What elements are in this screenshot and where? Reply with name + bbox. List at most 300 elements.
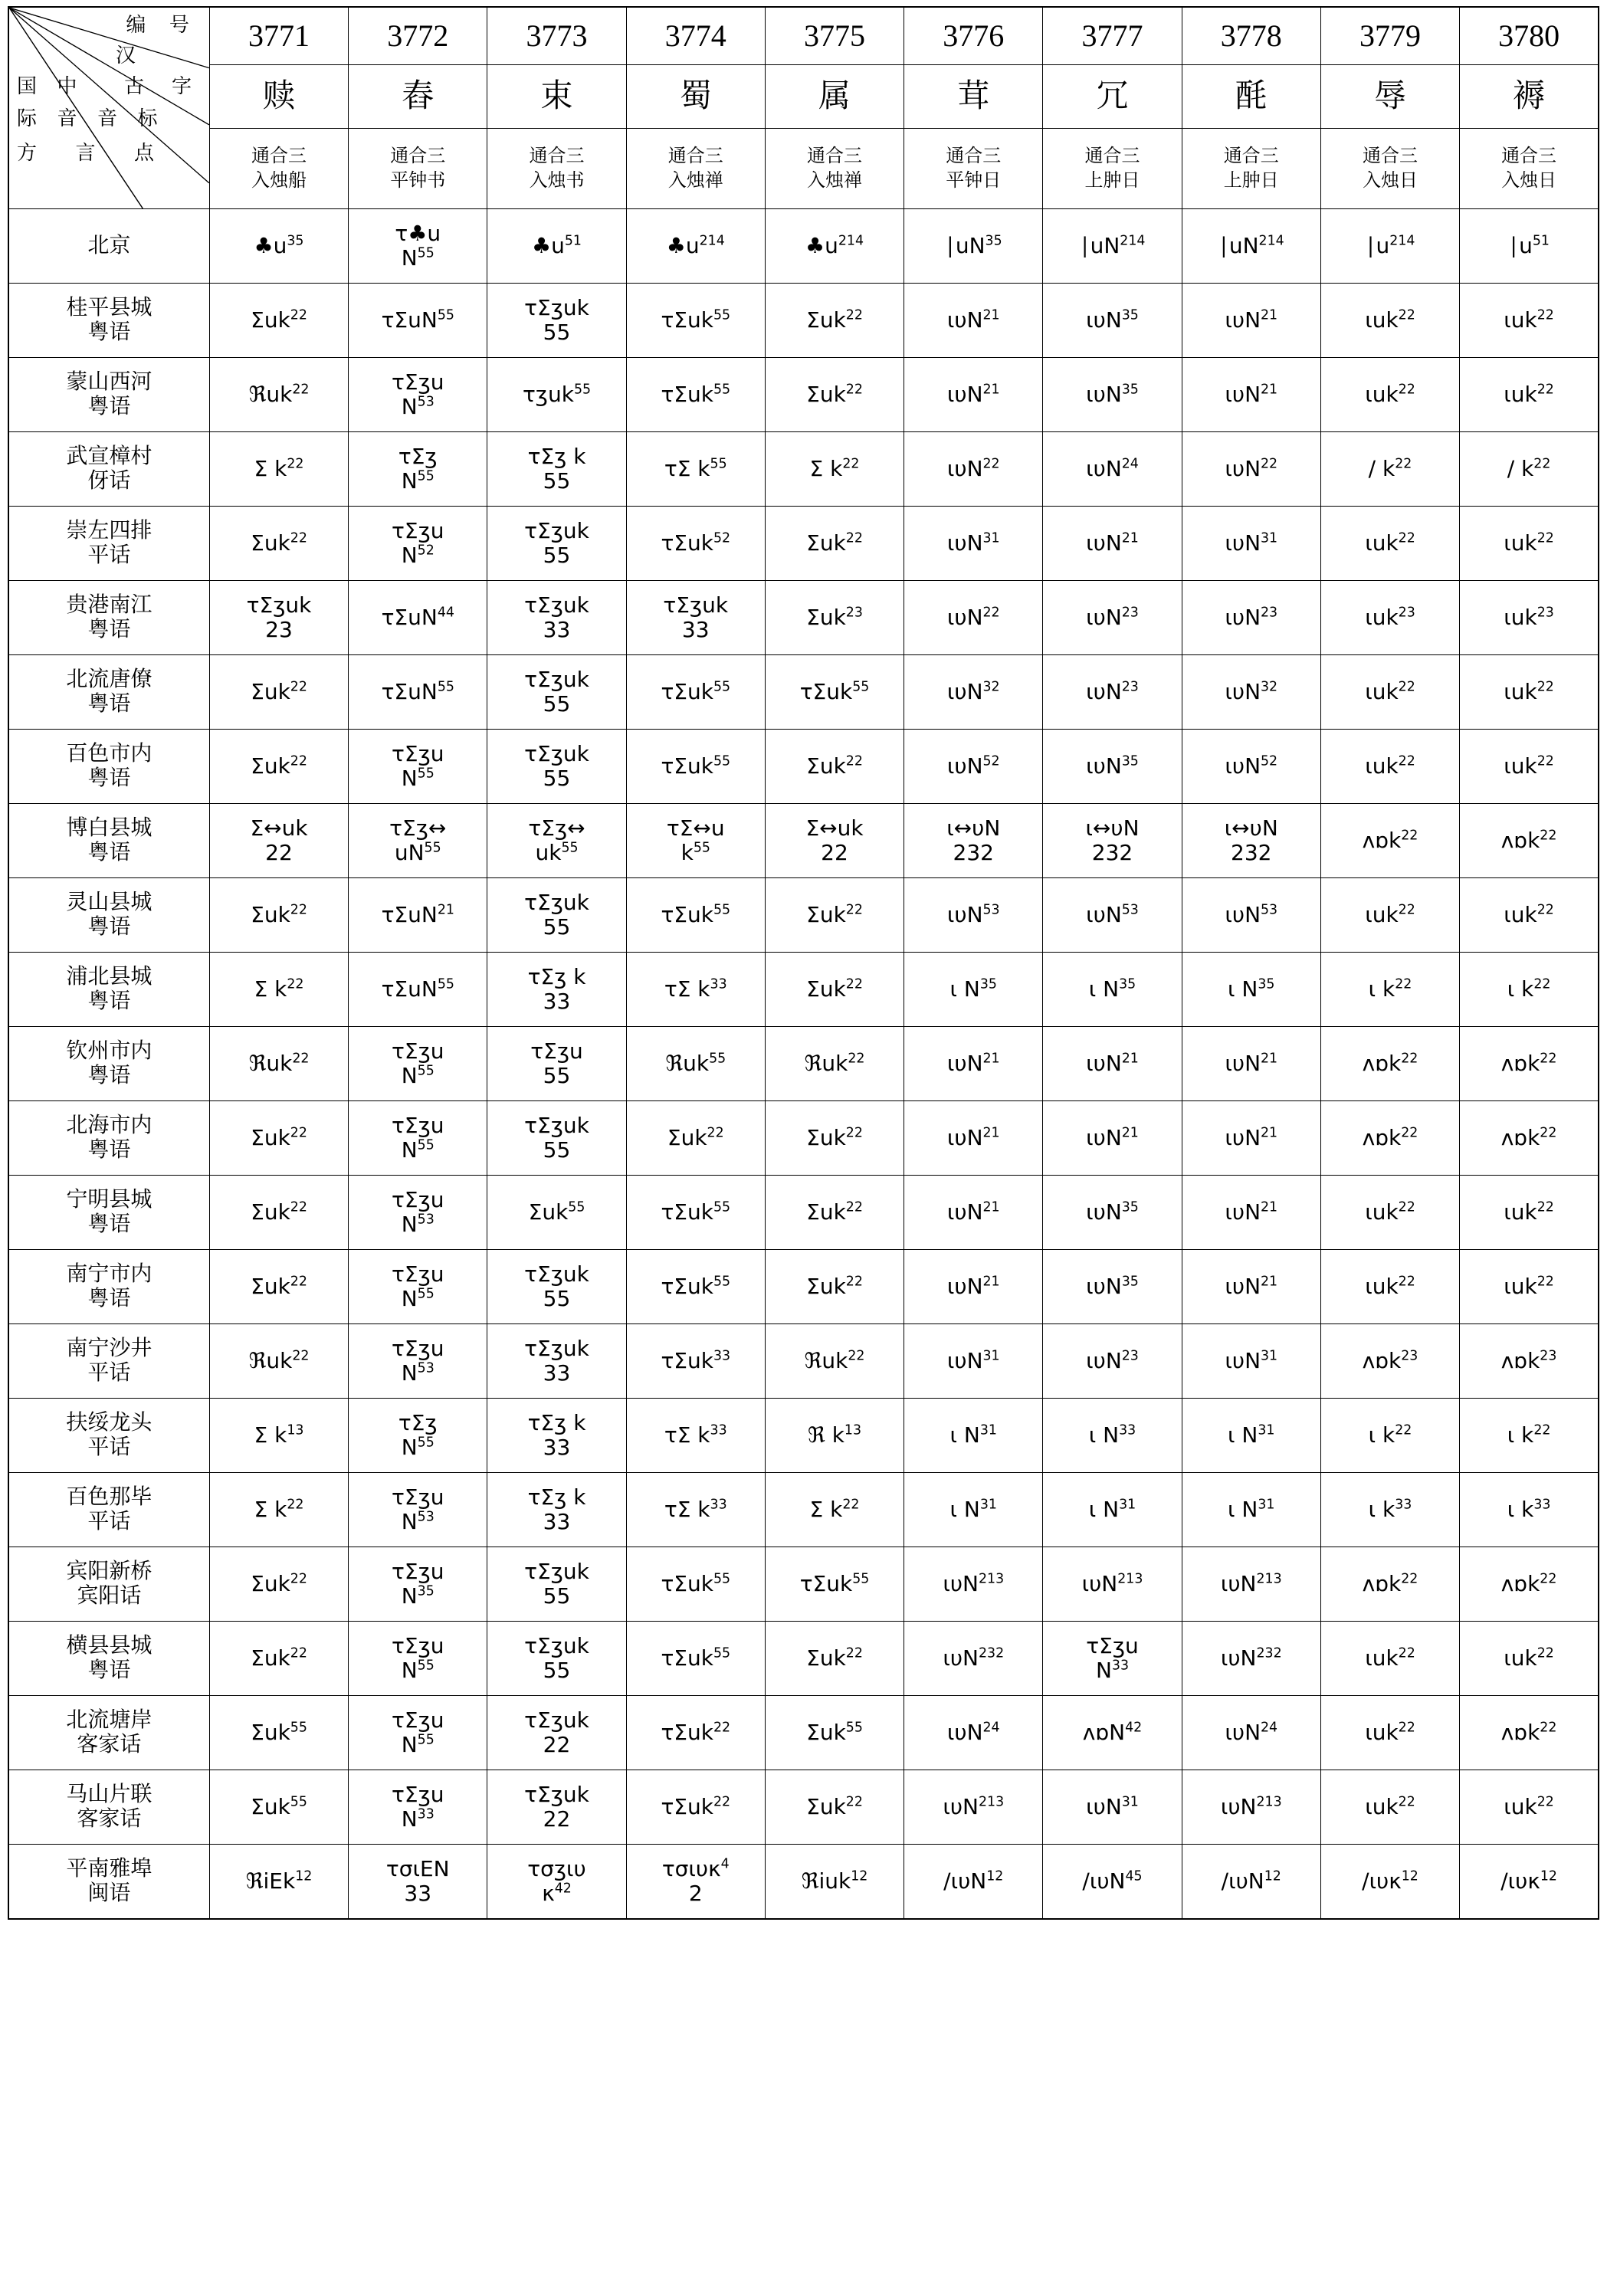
column-fanqie [1043, 129, 1182, 209]
phonetic-cell: ι $N^{33}$ [1043, 1399, 1182, 1473]
table-row [8, 953, 1599, 1027]
phonetic-cell: ι $N^{31}$ [904, 1399, 1043, 1473]
phonetic-cell: τΣʒ k 33 [487, 953, 626, 1027]
phonetic-cell: ∕ιυN$^{12}$ [1182, 1845, 1320, 1920]
fanqie-line-1: 通合三 [390, 146, 446, 166]
phonetic-cell: τσʒιυ $\kappa^{42}$ [487, 1845, 626, 1920]
phonetic-cell: ιuk$^{22}$ [1320, 284, 1459, 358]
dialect-location-line2: 平话 [87, 1510, 131, 1533]
column-character: 褥 [1460, 65, 1599, 129]
phonetic-cell: ιuk$^{22}$ [1460, 358, 1599, 432]
dialect-location-line1: 北京 [87, 233, 131, 257]
dialect-location [8, 432, 209, 507]
phonetic-cell: ʌɒN$^{42}$ [1043, 1696, 1182, 1770]
table-row [8, 581, 1599, 655]
phonetic-cell: ιuk$^{22}$ [1460, 1250, 1599, 1324]
column-fanqie [1460, 129, 1599, 209]
phonetic-cell: τΣ $k^{33}$ [626, 1473, 765, 1547]
fanqie-line-2: 入烛日 [1363, 171, 1418, 191]
phonetic-cell: ιuk$^{22}$ [1320, 1176, 1459, 1250]
phonetic-cell: ιuk$^{22}$ [1320, 1250, 1459, 1324]
phonetic-cell: Σuk$^{22}$ [765, 1770, 904, 1845]
phonetic-cell: Σ $k^{22}$ [209, 1473, 348, 1547]
fanqie-line-1: 通合三 [1223, 146, 1279, 166]
dialect-location-line2: 平话 [87, 1435, 131, 1459]
phonetic-cell: ∕ $k^{22}$ [1320, 432, 1459, 507]
dialect-location-line2: 宾阳话 [77, 1584, 142, 1608]
dialect-location [8, 1027, 209, 1101]
dialect-location-line1: 钦州市内 [66, 1038, 153, 1063]
phonetic-cell: ιυN$^{31}$ [1043, 1770, 1182, 1845]
phonetic-cell: $♣u^{51}$ [487, 209, 626, 284]
phonetic-cell: ιυN$^{21}$ [904, 358, 1043, 432]
table-row [8, 1250, 1599, 1324]
phonetic-cell: ιυN$^{21}$ [1182, 1250, 1320, 1324]
dialect-location-line2: 粤语 [87, 766, 131, 790]
dialect-location-line2: 伢话 [87, 469, 131, 493]
column-character: 束 [487, 65, 626, 129]
phonetic-cell: Σ $k^{13}$ [209, 1399, 348, 1473]
table-corner-header [8, 7, 209, 209]
phonetic-cell: ιυN$^{232}$ [904, 1622, 1043, 1696]
corner-label-guozhong: 国 中 [17, 75, 85, 97]
dialect-location-line1: 宾阳新桥 [66, 1559, 153, 1583]
phonetic-cell: τΣʒuk 55 [487, 1250, 626, 1324]
phonetic-cell: Σuk$^{55}$ [209, 1696, 348, 1770]
phonetic-cell: τΣʒuk 22 [487, 1696, 626, 1770]
fanqie-line-1: 通合三 [1084, 146, 1140, 166]
phonetic-cell: τΣʒu $N^{55}$ [349, 1696, 487, 1770]
phonetic-cell: τΣʒu $N^{33}$ [349, 1770, 487, 1845]
phonetic-cell: Σuk$^{22}$ [765, 878, 904, 953]
column-number: 3771 [209, 7, 348, 65]
phonetic-cell: τΣʒuk 55 [487, 1547, 626, 1622]
column-fanqie [626, 129, 765, 209]
phonetic-cell: ιυN$^{22}$ [1182, 432, 1320, 507]
phonetic-cell: ℜuk$^{22}$ [765, 1324, 904, 1399]
dialect-location [8, 1176, 209, 1250]
phonetic-cell: τΣʒuk 55 [487, 1622, 626, 1696]
phonetic-cell: Σ↔uk 22 [765, 804, 904, 878]
phonetic-cell: Σuk$^{22}$ [209, 1101, 348, 1176]
table-row [8, 358, 1599, 432]
table-row [8, 1696, 1599, 1770]
phonetic-cell: ∕ιυκ$^{12}$ [1460, 1845, 1599, 1920]
column-fanqie [209, 129, 348, 209]
phonetic-cell: Σuk$^{22}$ [765, 1250, 904, 1324]
phonetic-cell: τΣʒuk 22 [487, 1770, 626, 1845]
corner-label-jiyin: 际 音 音 标 [17, 107, 166, 130]
dialect-location-line2: 粤语 [87, 989, 131, 1013]
phonetic-cell: Σuk$^{22}$ [209, 1622, 348, 1696]
phonetic-cell: τΣʒuk 33 [487, 1324, 626, 1399]
table-row [8, 507, 1599, 581]
phonetic-cell: ιυN$^{21}$ [904, 1250, 1043, 1324]
column-number: 3775 [765, 7, 904, 65]
dialect-location-line1: 蒙山西河 [66, 369, 153, 394]
phonetic-cell: ∕ιυN$^{12}$ [904, 1845, 1043, 1920]
phonetic-cell: τΣʒu $N^{55}$ [349, 1027, 487, 1101]
phonetic-cell: τΣʒu $N^{33}$ [1043, 1622, 1182, 1696]
fanqie-line-2: 入烛禅 [807, 171, 862, 191]
phonetic-cell: Σuk$^{22}$ [626, 1101, 765, 1176]
phonetic-cell: ιυN$^{35}$ [1043, 1176, 1182, 1250]
phonetic-cell: τΣʒ↔ $uN^{55}$ [349, 804, 487, 878]
phonetic-cell: ιυN$^{23}$ [1043, 1324, 1182, 1399]
phonetic-cell: ιυN$^{53}$ [904, 878, 1043, 953]
phonetic-cell: $∣u^{214}$ [1320, 209, 1459, 284]
phonetic-cell: ιυN$^{21}$ [1182, 1101, 1320, 1176]
phonetic-cell: τΣʒ $N^{55}$ [349, 432, 487, 507]
phonetic-cell: ∕ $k^{22}$ [1460, 432, 1599, 507]
corner-label-fangyan: 方 言 点 [17, 142, 172, 164]
dialect-location-line2: 粤语 [87, 1212, 131, 1236]
dialect-location-line1: 南宁沙井 [66, 1336, 153, 1360]
phonetic-cell: ιυN$^{24}$ [1043, 432, 1182, 507]
phonetic-cell: Σuk$^{22}$ [209, 878, 348, 953]
dialect-location-line2: 粤语 [87, 395, 131, 418]
column-number: 3778 [1182, 7, 1320, 65]
phonetic-cell: Σuk$^{55}$ [487, 1176, 626, 1250]
phonetic-cell: τΣuk$^{55}$ [626, 1176, 765, 1250]
phonetic-cell: Σ↔uk 22 [209, 804, 348, 878]
phonetic-cell: ιυN$^{21}$ [1182, 284, 1320, 358]
phonetic-cell: τΣʒu $N^{52}$ [349, 507, 487, 581]
phonetic-cell: ιuk$^{22}$ [1320, 1622, 1459, 1696]
phonetic-cell: ι $N^{31}$ [904, 1473, 1043, 1547]
corner-label-zi: 字 [172, 75, 192, 97]
phonetic-cell: ιυN$^{23}$ [1182, 581, 1320, 655]
table-row [8, 1101, 1599, 1176]
phonetic-cell: Σuk$^{22}$ [209, 1547, 348, 1622]
phonetic-cell: ι↔υN 232 [904, 804, 1043, 878]
phonetic-cell: ιυN$^{22}$ [904, 581, 1043, 655]
table-row [8, 804, 1599, 878]
phonetic-cell: ιυN$^{21}$ [1182, 1027, 1320, 1101]
phonetic-cell: τΣʒu $N^{53}$ [349, 1473, 487, 1547]
phonetic-cell: ι $N^{35}$ [1182, 953, 1320, 1027]
phonetic-cell: τΣʒu $N^{55}$ [349, 1101, 487, 1176]
phonetic-cell: ιυN$^{53}$ [1043, 878, 1182, 953]
phonetic-cell: τΣʒu $N^{55}$ [349, 1622, 487, 1696]
phonetic-cell: Σuk$^{23}$ [765, 581, 904, 655]
phonetic-cell: ʌɒk$^{22}$ [1460, 804, 1599, 878]
column-fanqie [487, 129, 626, 209]
phonetic-cell: τΣuk$^{55}$ [626, 284, 765, 358]
phonetic-cell: ιυN$^{21}$ [1043, 1027, 1182, 1101]
phonetic-cell: ιυN$^{53}$ [1182, 878, 1320, 953]
phonetic-cell: $∣u^{51}$ [1460, 209, 1599, 284]
dialect-location-line1: 崇左四排 [66, 518, 153, 543]
column-fanqie [1182, 129, 1320, 209]
dialect-location [8, 655, 209, 730]
phonetic-cell: ιuk$^{22}$ [1320, 1770, 1459, 1845]
phonetic-cell: ιυN$^{32}$ [904, 655, 1043, 730]
dialect-location [8, 953, 209, 1027]
phonetic-cell: τΣʒ $N^{55}$ [349, 1399, 487, 1473]
column-character: 属 [765, 65, 904, 129]
phonetic-cell: ℜuk$^{55}$ [626, 1027, 765, 1101]
phonetic-cell: ιuk$^{22}$ [1460, 1770, 1599, 1845]
dialect-location-line1: 博白县城 [66, 815, 153, 840]
phonetic-cell: ιυN$^{21}$ [904, 1101, 1043, 1176]
phonetic-cell: Σ $k^{22}$ [765, 432, 904, 507]
phonetic-cell: ι $k^{33}$ [1320, 1473, 1459, 1547]
phonetic-cell: ιuk$^{22}$ [1460, 284, 1599, 358]
column-character: 赎 [209, 65, 348, 129]
phonetic-cell: τΣuN$^{44}$ [349, 581, 487, 655]
phonetic-cell: ι $k^{22}$ [1460, 1399, 1599, 1473]
table-row [8, 1770, 1599, 1845]
phonetic-cell: ι↔υN 232 [1043, 804, 1182, 878]
phonetic-cell: τΣʒ↔ $uk^{55}$ [487, 804, 626, 878]
phonetic-cell: ℜuk$^{22}$ [209, 1027, 348, 1101]
fanqie-line-1: 通合三 [667, 146, 723, 166]
phonetic-cell: ʌɒk$^{22}$ [1320, 1547, 1459, 1622]
phonetic-cell: τΣʒu $N^{35}$ [349, 1547, 487, 1622]
phonetic-cell: Σuk$^{22}$ [765, 507, 904, 581]
phonetic-cell: ιυN$^{21}$ [904, 1176, 1043, 1250]
phonetic-cell: ιυN$^{22}$ [904, 432, 1043, 507]
fanqie-line-1: 通合三 [1363, 146, 1418, 166]
phonetic-cell: ∕ιυκ$^{12}$ [1320, 1845, 1459, 1920]
phonetic-cell: Σuk$^{22}$ [765, 358, 904, 432]
table-row [8, 1845, 1599, 1920]
phonetic-cell: τΣuk$^{52}$ [626, 507, 765, 581]
phonetic-cell: τΣ $k^{55}$ [626, 432, 765, 507]
phonetic-cell: τΣʒuk 55 [487, 655, 626, 730]
phonetic-cell: Σ $k^{22}$ [209, 953, 348, 1027]
table-row [8, 730, 1599, 804]
phonetic-cell: ʌɒk$^{23}$ [1460, 1324, 1599, 1399]
dialect-comparison-table [8, 6, 1599, 1920]
phonetic-cell: ι $k^{33}$ [1460, 1473, 1599, 1547]
phonetic-cell: Σuk$^{22}$ [765, 284, 904, 358]
column-character: 酕 [1182, 65, 1320, 129]
header-row-characters [8, 65, 1599, 129]
phonetic-cell: ιυN$^{31}$ [1182, 507, 1320, 581]
phonetic-cell: $♣u^{214}$ [765, 209, 904, 284]
phonetic-cell: ιuk$^{22}$ [1320, 1696, 1459, 1770]
phonetic-cell: ι $N^{31}$ [1182, 1473, 1320, 1547]
fanqie-line-2: 上肿日 [1084, 171, 1140, 191]
header-row-numbers [8, 7, 1599, 65]
corner-label-gu: 古 [124, 75, 145, 97]
column-number: 3780 [1460, 7, 1599, 65]
column-fanqie [349, 129, 487, 209]
phonetic-cell: ιυN$^{35}$ [1043, 730, 1182, 804]
phonetic-cell: Σuk$^{22}$ [209, 1250, 348, 1324]
dialect-location [8, 1101, 209, 1176]
phonetic-cell: τΣʒuk 55 [487, 507, 626, 581]
dialect-location-line2: 平话 [87, 1361, 131, 1385]
dialect-location [8, 1696, 209, 1770]
dialect-location-line2: 粤语 [87, 1138, 131, 1162]
phonetic-cell: ιυN$^{35}$ [1043, 358, 1182, 432]
header-row-fanqie [8, 129, 1599, 209]
phonetic-cell: ιuk$^{22}$ [1320, 655, 1459, 730]
phonetic-cell: Σuk$^{22}$ [209, 284, 348, 358]
phonetic-cell: ʌɒk$^{22}$ [1460, 1696, 1599, 1770]
dialect-location-line1: 扶绥龙头 [66, 1410, 153, 1435]
table-row [8, 1622, 1599, 1696]
dialect-location-line2: 粤语 [87, 1064, 131, 1087]
phonetic-cell: ʌɒk$^{22}$ [1460, 1547, 1599, 1622]
phonetic-cell: ιυN$^{232}$ [1182, 1622, 1320, 1696]
phonetic-cell: $∣uN^{214}$ [1182, 209, 1320, 284]
phonetic-cell: τΣʒuk 55 [487, 284, 626, 358]
dialect-location [8, 1250, 209, 1324]
phonetic-cell: ιuk$^{22}$ [1460, 730, 1599, 804]
phonetic-cell: τΣuk$^{55}$ [626, 878, 765, 953]
phonetic-cell: τΣuk$^{55}$ [626, 655, 765, 730]
phonetic-cell: ι↔υN 232 [1182, 804, 1320, 878]
column-character: 冗 [1043, 65, 1182, 129]
column-number: 3772 [349, 7, 487, 65]
dialect-location-line1: 百色那毕 [66, 1484, 153, 1509]
phonetic-cell: Σuk$^{22}$ [209, 507, 348, 581]
phonetic-cell: $∣uN^{214}$ [1043, 209, 1182, 284]
column-number: 3776 [904, 7, 1043, 65]
phonetic-cell: τΣuk$^{55}$ [765, 655, 904, 730]
phonetic-cell: ιuk$^{22}$ [1460, 507, 1599, 581]
phonetic-cell: ιυN$^{213}$ [904, 1547, 1043, 1622]
dialect-location-line2: 粤语 [87, 841, 131, 864]
phonetic-cell: τΣuk$^{55}$ [765, 1547, 904, 1622]
phonetic-cell: τΣʒuk 33 [487, 581, 626, 655]
phonetic-cell: ιυN$^{35}$ [1043, 284, 1182, 358]
phonetic-cell: ℜiuk$^{12}$ [765, 1845, 904, 1920]
phonetic-cell: ι $N^{31}$ [1043, 1473, 1182, 1547]
dialect-location-line2: 粤语 [87, 618, 131, 641]
column-fanqie [1320, 129, 1459, 209]
phonetic-cell: ιυN$^{24}$ [1182, 1696, 1320, 1770]
phonetic-cell: Σuk$^{22}$ [209, 655, 348, 730]
phonetic-cell: τΣʒ k 33 [487, 1473, 626, 1547]
dialect-location-line2: 粤语 [87, 320, 131, 344]
phonetic-cell: ιυN$^{213}$ [1182, 1770, 1320, 1845]
fanqie-line-1: 通合三 [946, 146, 1002, 166]
phonetic-cell: ιuk$^{22}$ [1320, 507, 1459, 581]
dialect-location [8, 804, 209, 878]
fanqie-line-1: 通合三 [1501, 146, 1557, 166]
phonetic-cell: Σuk$^{22}$ [765, 953, 904, 1027]
phonetic-cell: τΣʒu $N^{55}$ [349, 1250, 487, 1324]
phonetic-cell: Σuk$^{55}$ [209, 1770, 348, 1845]
phonetic-cell: τσιEN 33 [349, 1845, 487, 1920]
phonetic-cell: ιυN$^{213}$ [1182, 1547, 1320, 1622]
dialect-location-line1: 平南雅埠 [66, 1856, 153, 1881]
phonetic-cell: ιυN$^{52}$ [904, 730, 1043, 804]
phonetic-cell: $♣u^{214}$ [626, 209, 765, 284]
phonetic-cell: ιυN$^{21}$ [1182, 358, 1320, 432]
column-fanqie [904, 129, 1043, 209]
phonetic-cell: τΣuk$^{22}$ [626, 1770, 765, 1845]
table-row [8, 1547, 1599, 1622]
phonetic-cell: Σ $k^{22}$ [209, 432, 348, 507]
phonetic-cell: τΣuk$^{55}$ [626, 358, 765, 432]
table-row [8, 655, 1599, 730]
phonetic-cell: ʌɒk$^{22}$ [1460, 1101, 1599, 1176]
phonetic-cell: τΣʒu $N^{55}$ [349, 730, 487, 804]
dialect-location [8, 209, 209, 284]
phonetic-cell: τΣuk$^{22}$ [626, 1696, 765, 1770]
phonetic-cell: τΣuN$^{55}$ [349, 655, 487, 730]
phonetic-cell: τΣuN$^{55}$ [349, 953, 487, 1027]
table-row [8, 209, 1599, 284]
phonetic-cell: ι $N^{31}$ [1182, 1399, 1320, 1473]
phonetic-cell: τΣ $k^{33}$ [626, 953, 765, 1027]
phonetic-cell: Σ $k^{22}$ [765, 1473, 904, 1547]
phonetic-cell: ιυN$^{32}$ [1182, 655, 1320, 730]
phonetic-cell: τΣʒuk 33 [626, 581, 765, 655]
phonetic-cell: τΣuk$^{55}$ [626, 1547, 765, 1622]
dialect-location [8, 1547, 209, 1622]
phonetic-cell: τΣʒuk 55 [487, 730, 626, 804]
phonetic-cell: τΣuk$^{55}$ [626, 1250, 765, 1324]
dialect-location-line1: 马山片联 [66, 1782, 153, 1806]
phonetic-cell: ιυN$^{21}$ [904, 284, 1043, 358]
dialect-location-line1: 百色市内 [66, 741, 153, 766]
fanqie-line-2: 入烛船 [251, 171, 307, 191]
dialect-location [8, 1622, 209, 1696]
dialect-location [8, 507, 209, 581]
fanqie-line-1: 通合三 [807, 146, 862, 166]
phonetic-cell: τΣʒu $N^{53}$ [349, 358, 487, 432]
corner-label-hanzi: 汉 [115, 44, 136, 67]
dialect-location-line2: 粤语 [87, 915, 131, 939]
dialect-location [8, 878, 209, 953]
fanqie-line-2: 入烛书 [529, 171, 585, 191]
phonetic-cell: τΣ $k^{33}$ [626, 1399, 765, 1473]
phonetic-cell: ιuk$^{23}$ [1320, 581, 1459, 655]
dialect-location-line2: 平话 [87, 543, 131, 567]
column-number: 3779 [1320, 7, 1459, 65]
phonetic-cell: Σuk$^{22}$ [209, 1176, 348, 1250]
phonetic-cell: τʒuk$^{55}$ [487, 358, 626, 432]
phonetic-cell: τΣʒu $N^{53}$ [349, 1176, 487, 1250]
column-character: 茸 [904, 65, 1043, 129]
phonetic-cell: ιuk$^{22}$ [1460, 1622, 1599, 1696]
phonetic-cell: ιυN$^{31}$ [1182, 1324, 1320, 1399]
dialect-location [8, 1770, 209, 1845]
dialect-location-line1: 浦北县城 [66, 964, 153, 989]
phonetic-cell: ιuk$^{22}$ [1320, 730, 1459, 804]
dialect-location-line2: 粤语 [87, 692, 131, 716]
phonetic-cell: ιυN$^{21}$ [904, 1027, 1043, 1101]
phonetic-cell: ιυN$^{213}$ [1043, 1547, 1182, 1622]
dialect-location-line1: 北流塘岸 [66, 1707, 153, 1732]
phonetic-cell: ι $k^{22}$ [1320, 1399, 1459, 1473]
dialect-location [8, 581, 209, 655]
phonetic-cell: ι $N^{35}$ [1043, 953, 1182, 1027]
phonetic-cell: ʌɒk$^{22}$ [1460, 1027, 1599, 1101]
dialect-location-line1: 武宣樟村 [66, 444, 153, 468]
phonetic-cell: ιuk$^{22}$ [1460, 655, 1599, 730]
phonetic-cell: Σuk$^{22}$ [209, 730, 348, 804]
phonetic-cell: ιυN$^{21}$ [1043, 1101, 1182, 1176]
phonetic-cell: ι $k^{22}$ [1320, 953, 1459, 1027]
phonetic-cell: τΣʒuk 55 [487, 878, 626, 953]
dialect-location [8, 730, 209, 804]
phonetic-cell: ℜ $k^{13}$ [765, 1399, 904, 1473]
column-fanqie [765, 129, 904, 209]
dialect-location-line2: 闽语 [87, 1881, 131, 1905]
phonetic-cell: ι $N^{35}$ [904, 953, 1043, 1027]
phonetic-cell: ιuk$^{23}$ [1460, 581, 1599, 655]
phonetic-cell: ℜuk$^{22}$ [209, 358, 348, 432]
table-row [8, 1399, 1599, 1473]
